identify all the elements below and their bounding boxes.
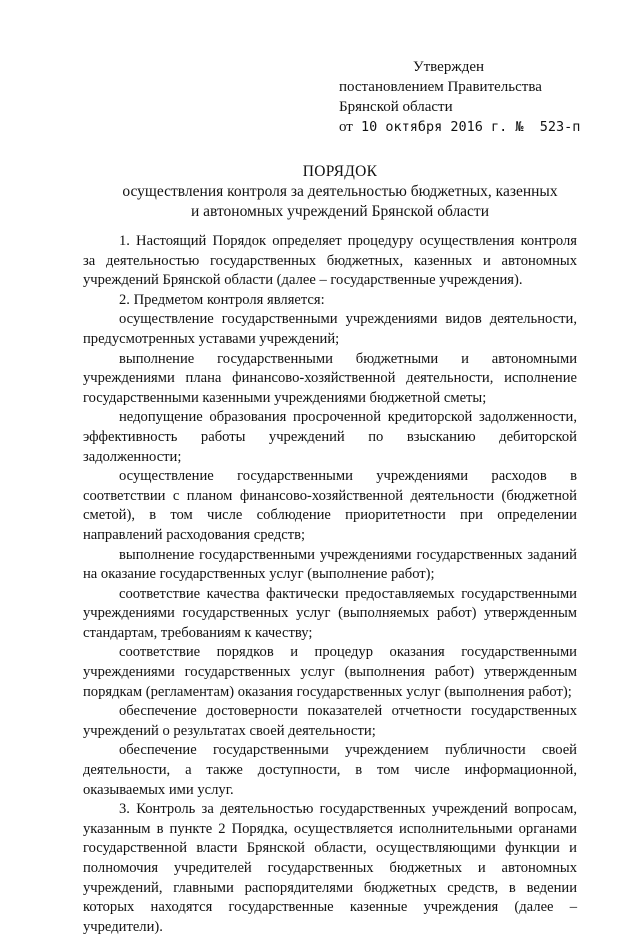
paragraph: обеспечение государственными учреждением публичности своей деятельности, а также доступности, в том числе информационной, оказываемых ими услуг.: [83, 742, 577, 798]
document-title: [60, 162, 620, 222]
paragraph: осуществление государственными учреждениями видов деятельности, предусмотренных уставами учреждений;: [83, 311, 577, 347]
paragraph: обеспечение достоверности показателей отчетности государственных учреждений о результатах своей деятельности;: [83, 703, 577, 739]
paragraph: соответствие качества фактически предоставляемых государственными учреждениями государственных услуг (выполняемых работ) утвержденным стандартам, требованиям к качеству;: [83, 585, 577, 641]
title-subtitle-line2: и автономных учреждений Брянской области: [190, 203, 490, 220]
title-subtitle-line1: осуществления контроля за деятельностью бюджетных, казенных: [122, 183, 558, 200]
approval-line-decree: постановлением Правительства: [339, 79, 542, 95]
approval-line-region: Брянской области: [339, 99, 453, 115]
paragraph: 1. Настоящий Порядок определяет процедуру осуществления контроля за деятельностью государственных бюджетных, казенных и автономных учреждений Брянской области (далее – государственные учреждения).: [83, 233, 577, 289]
paragraph: 2. Предметом контроля является:: [119, 291, 325, 308]
title-heading: ПОРЯДОК: [302, 163, 378, 180]
paragraph: недопущение образования просроченной кредиторской задолженности, эффективность работы учреждений по взысканию дебиторской задолженности;: [83, 409, 577, 465]
paragraph: соответствие порядков и процедур оказания государственными учреждениями государственных услуг (выполнения работ) утвержденным порядкам (регламентам) оказания государственных услуг (выполнения работ);: [83, 644, 577, 700]
approval-date-value: 10 октября 2016 г. № 523-п: [352, 119, 581, 135]
approval-date-prefix: от: [339, 119, 353, 135]
document-body: [83, 232, 577, 937]
paragraph: 3. Контроль за деятельностью государственных учреждений вопросам, указанным в пункте 2 Порядка, осуществляется исполнительными органами государственной власти Брянской области, осуществляющими функции и полномочия учредителей государственных бюджетных и автономных учреждений, главными распорядителями бюджетных средств, в ведении которых находятся государственные казенные учреждения (далее – учредители).: [83, 801, 577, 935]
paragraph: осуществление государственными учреждениями расходов в соответствии с планом финансово-хозяйственной деятельности (бюджетной сметой), в том числе соблюдение приоритетности при определении направлений расходования средств;: [83, 468, 577, 543]
approval-date-line: [339, 117, 599, 137]
approval-line-approved: Утвержден: [413, 59, 485, 75]
paragraph: выполнение государственными бюджетными и автономными учреждениями плана финансово-хозяйственной деятельности, исполнение государственными казенными учреждениями бюджетной сметы;: [83, 350, 577, 406]
approval-stamp: [339, 57, 599, 137]
paragraph: выполнение государственными учреждениями государственных заданий на оказание государственных услуг (выполнение работ);: [83, 546, 577, 583]
